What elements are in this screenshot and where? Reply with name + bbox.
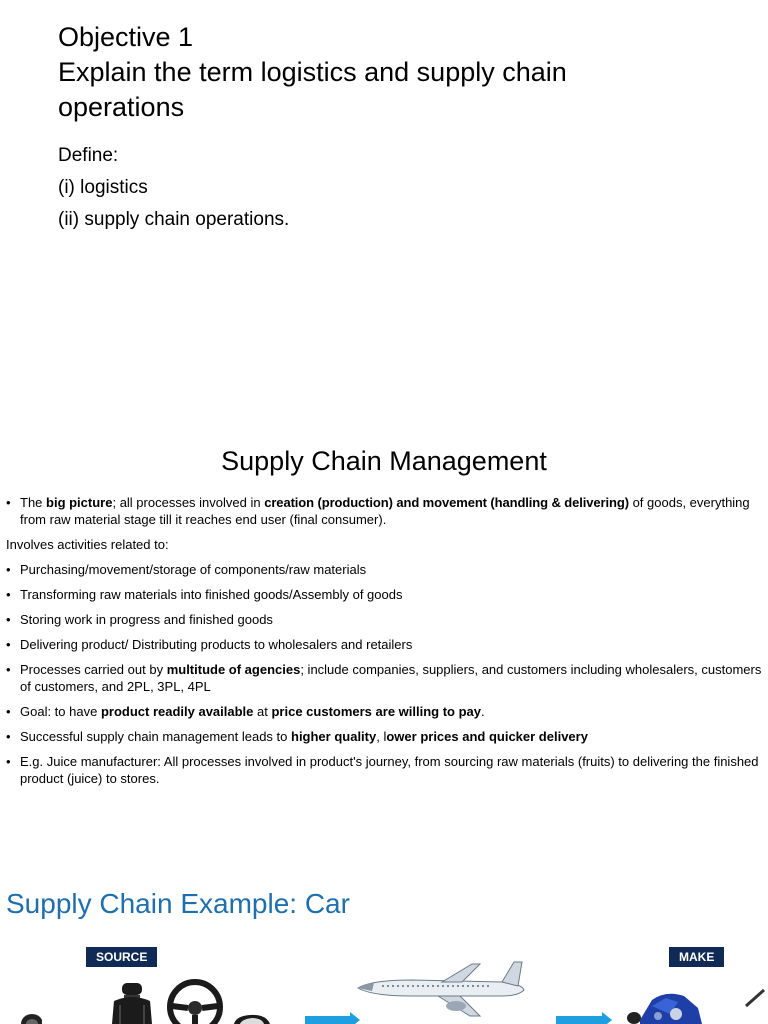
list-item: • E.g. Juice manufacturer: All processes involved in product's journey, from sourcing raw materials (fruits) to delivering the finished product (juice) to stores. (6, 754, 759, 786)
slide-title: Supply Chain Management (221, 446, 547, 476)
bullet-icon: • (6, 612, 11, 627)
list-intro: Involves activities related to: (6, 537, 169, 552)
bullet-icon: • (6, 562, 11, 577)
keyword: big picture (46, 495, 113, 510)
keyword: creation (production) and movement (handling & delivering) (264, 495, 629, 510)
heading-line: Explain the term logistics and supply chain (58, 57, 567, 87)
slide-title: Supply Chain Example: Car (6, 888, 350, 919)
body-line: (ii) supply chain operations. (58, 209, 290, 230)
slide-objective (0, 0, 768, 430)
make-tag: MAKE (669, 947, 724, 967)
flow-arrow-icon (305, 1016, 350, 1024)
source-tag: SOURCE (86, 947, 157, 967)
bullet-icon: • (6, 754, 11, 769)
bullet-list (6, 494, 762, 795)
keyword: product readily available (100, 704, 254, 719)
slide-supply-chain-management (0, 430, 768, 850)
car-seat-icon (110, 983, 154, 1024)
keyword: price customers are willing to pay (271, 704, 481, 719)
engine-chassis-icon (626, 986, 768, 1024)
list-item: • Transforming raw materials into finished goods/Assembly of goods (6, 587, 403, 602)
keyword: higher quality (291, 729, 377, 744)
side-mirror-icon (232, 1014, 272, 1024)
tire-icon (20, 1010, 42, 1024)
body-line: (i) logistics (58, 177, 148, 198)
steering-wheel-icon (166, 978, 224, 1024)
keyword: multitude of agencies (166, 662, 301, 677)
bullet-icon: • (6, 729, 11, 744)
bullet-icon: • (6, 587, 11, 602)
keyword: ower prices and quicker delivery (386, 729, 588, 744)
bullet-icon: • (6, 662, 11, 677)
body-line: Define: (58, 145, 119, 166)
airplane-icon (352, 956, 528, 1018)
list-item: • Storing work in progress and finished goods (6, 612, 273, 627)
bullet-icon: • (6, 704, 11, 719)
list-item: • Goal: to have product readily available at price customers are willing to pay. (6, 704, 485, 719)
bullet-icon: • (6, 495, 11, 510)
flow-arrow-icon (556, 1016, 602, 1024)
list-item: • Processes carried out by multitude of agencies; include companies, suppliers, and customers including wholesalers, customers of customers, and 2PL, 3PL, 4PL (6, 662, 762, 694)
list-item: • Successful supply chain management leads to higher quality, lower prices and quicker delivery (6, 729, 588, 744)
objective-body (58, 140, 289, 236)
list-item: • Purchasing/movement/storage of components/raw materials (6, 562, 367, 577)
objective-heading (58, 20, 567, 125)
slide-car-example (0, 850, 768, 1024)
heading-line: operations (58, 92, 185, 122)
list-item: • The big picture; all processes involved in creation (production) and movement (handling & delivering) of goods, everything from raw material stage till it reaches end user (final consumer). (6, 495, 750, 527)
bullet-icon: • (6, 637, 11, 652)
heading-line: Objective 1 (58, 22, 194, 52)
list-item: • Delivering product/ Distributing products to wholesalers and retailers (6, 637, 413, 652)
